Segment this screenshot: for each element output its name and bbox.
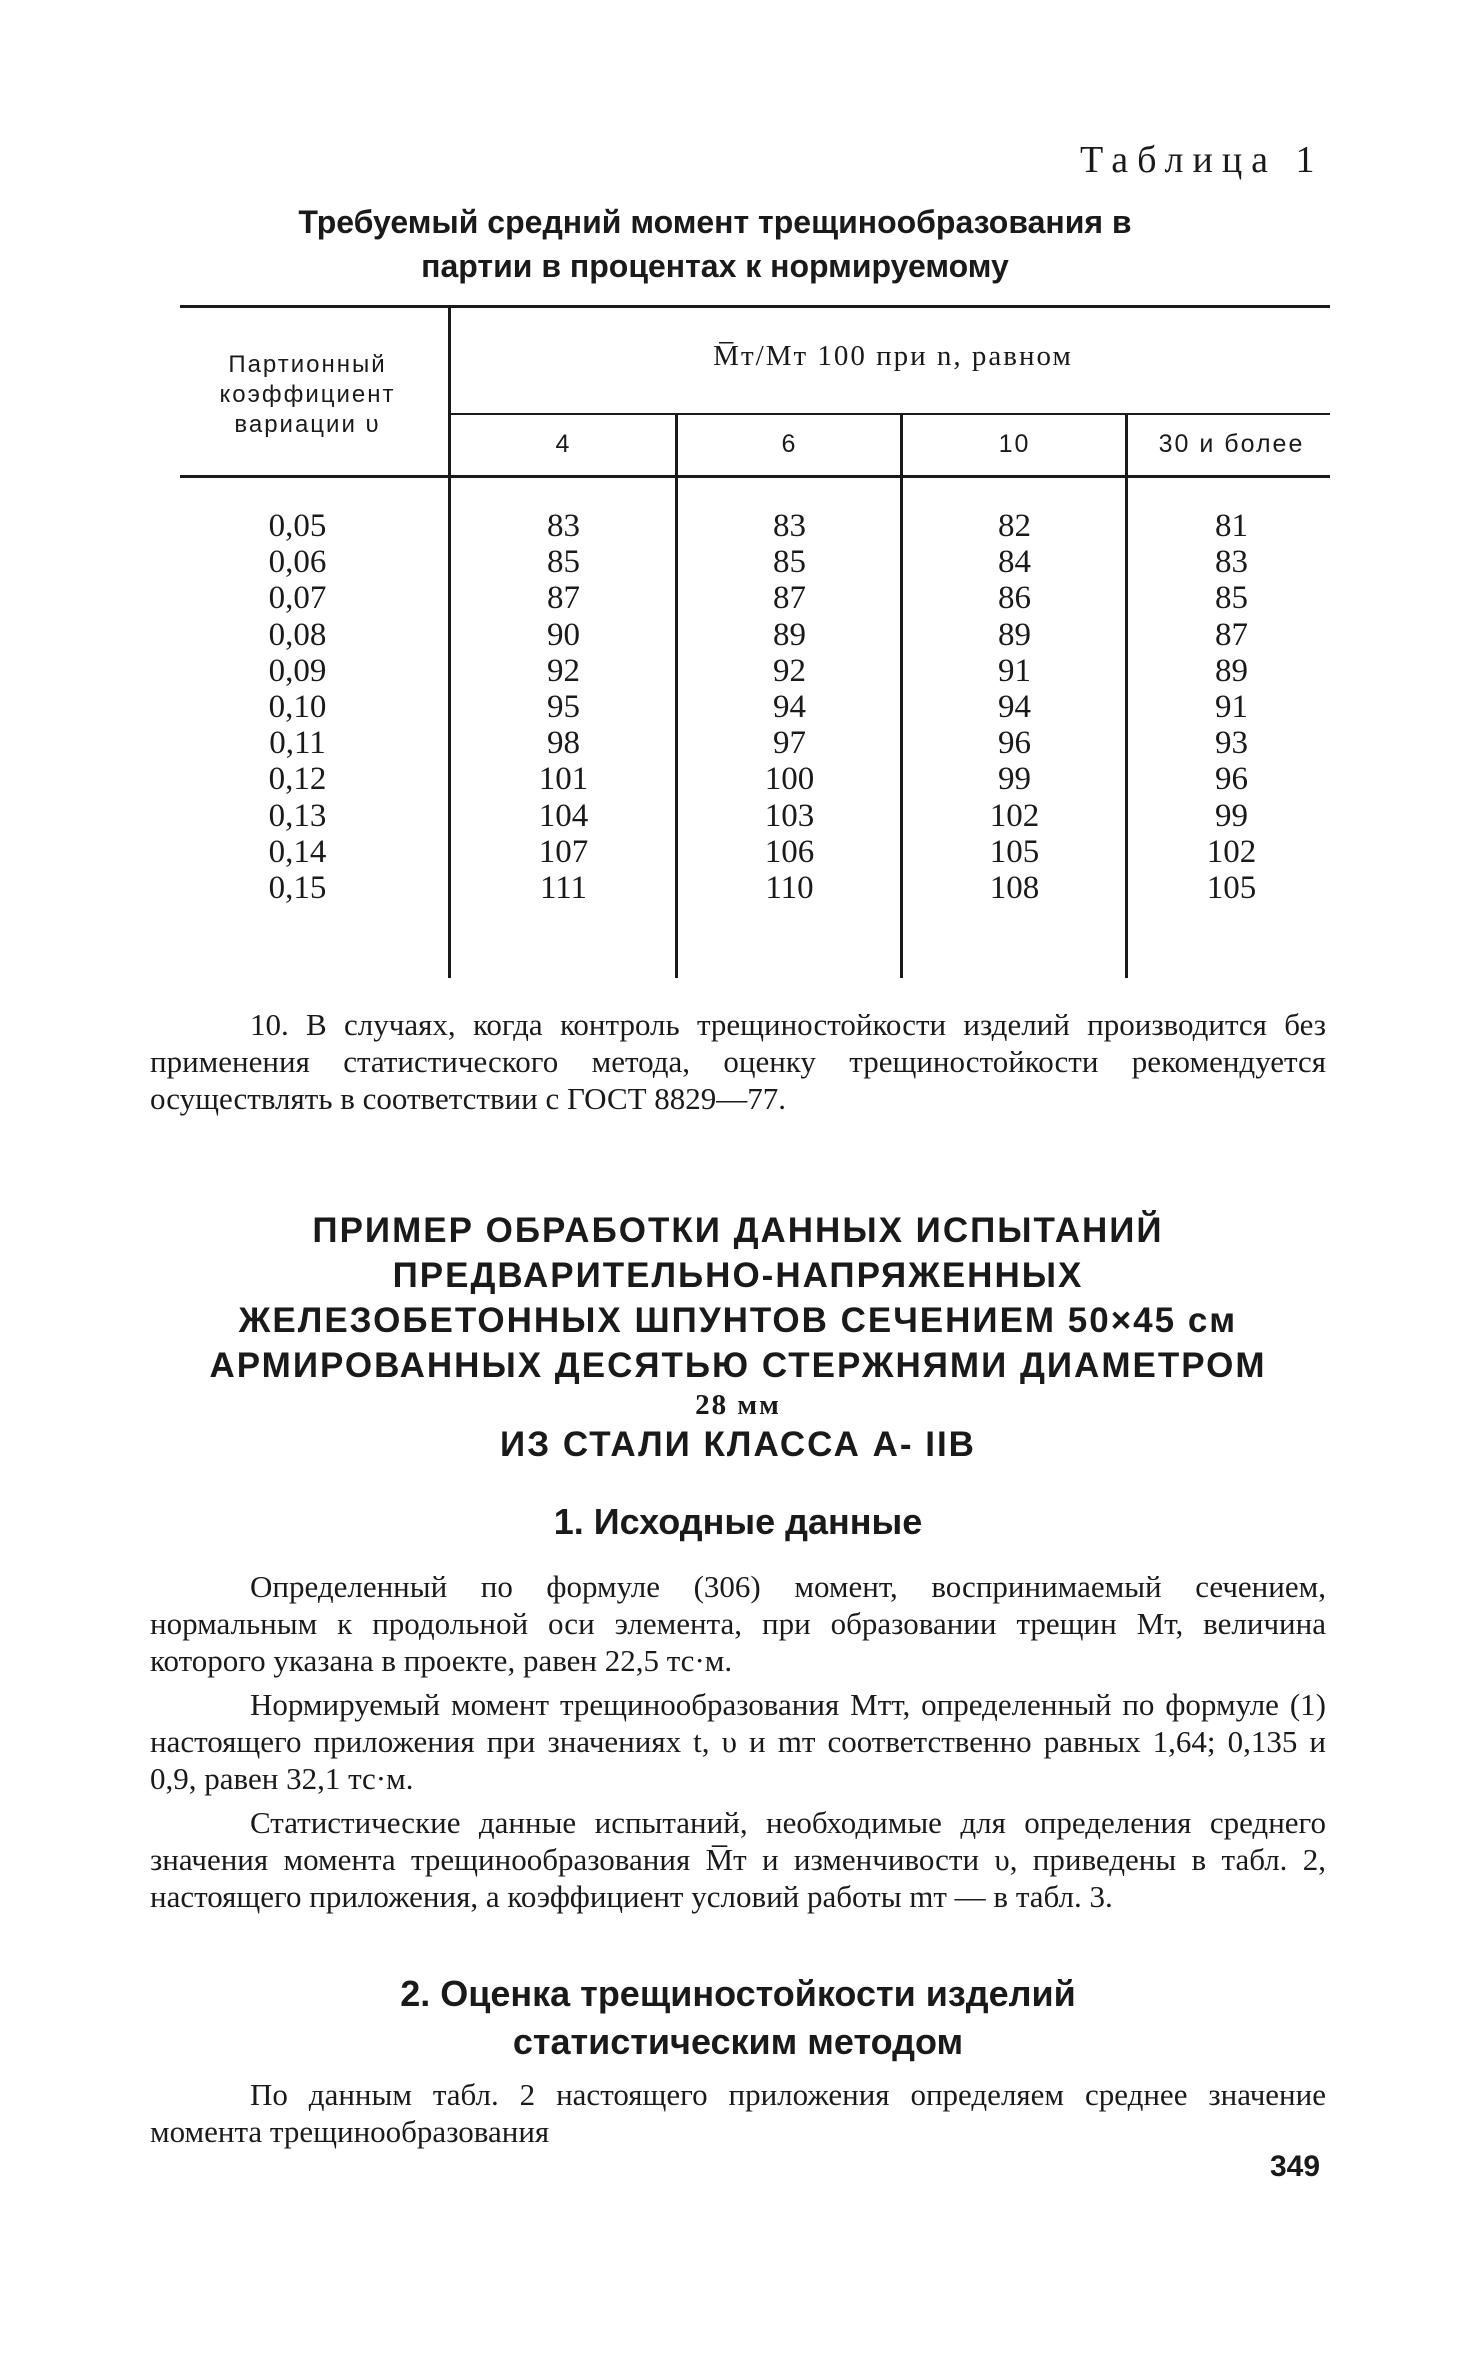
- table-cell-variation: 0,05: [268, 508, 327, 544]
- section-1-paragraph-3: Статистические данные испытаний, необходимые для определения среднего значения момента трещинообразования M̅т и изменчивости υ, приведены в табл. 2, настоящего приложения, а коэффициент условий работы mт — в табл. 3.: [150, 1805, 1326, 1914]
- table-cell-value: 95: [547, 689, 580, 726]
- table-cell-value: 94: [773, 689, 806, 726]
- section-2-paragraph-1: По данным табл. 2 настоящего приложения определяем среднее значение момента трещинообразования: [150, 2077, 1326, 2149]
- table-header-n-30: 30 и более: [1158, 430, 1305, 458]
- example-heading-line-6: ИЗ СТАЛИ КЛАССА А- IIВ: [500, 1425, 976, 1464]
- table-cell-value: 102: [1206, 833, 1257, 870]
- table-cell-value: 104: [538, 797, 589, 834]
- table-cell-value: 105: [1206, 870, 1257, 907]
- table-cell-value: 85: [773, 544, 806, 581]
- table-cell-value: 110: [765, 870, 814, 907]
- table-header-variation: Партионный коэффициент вариации υ: [219, 351, 396, 438]
- table-cell-value: 92: [547, 652, 580, 689]
- table-cell-value: 105: [989, 833, 1040, 870]
- table-cell-value: 101: [538, 761, 589, 798]
- table-cell-value: 82: [998, 508, 1031, 544]
- table-cell-value: 87: [1215, 616, 1248, 653]
- table-cell-value: 87: [547, 580, 580, 617]
- table-cell-value: 97: [773, 725, 806, 762]
- table-cell-value: 86: [998, 580, 1031, 617]
- table-cell-value: 83: [547, 508, 580, 544]
- table-cell-variation: 0,14: [268, 833, 327, 870]
- example-heading: [150, 1208, 1326, 1467]
- table-cell-value: 99: [998, 761, 1031, 798]
- table-header-n-10: 10: [998, 430, 1031, 458]
- table-cell-variation: 0,13: [268, 797, 327, 834]
- section-2-heading-line-1: 2. Оценка трещиностойкости изделий: [400, 1973, 1076, 2014]
- table-header-ratio: M̅т/Mт 100 при n, равном: [713, 340, 1073, 372]
- example-heading-line-3: ЖЕЛЕЗОБЕТОННЫХ ШПУНТОВ СЕЧЕНИЕМ 50×45 см: [238, 1301, 1238, 1340]
- section-2-heading-line-2: статистическим методом: [512, 2021, 964, 2062]
- table-cell-value: 99: [1215, 797, 1248, 834]
- example-heading-line-2: ПРЕДВАРИТЕЛЬНО-НАПРЯЖЕННЫХ: [392, 1256, 1084, 1295]
- table-cell-value: 102: [989, 797, 1040, 834]
- table-cell-value: 87: [773, 580, 806, 617]
- table-cell-value: 108: [989, 870, 1040, 907]
- table-cell-value: 89: [773, 616, 806, 653]
- table-cell-variation: 0,08: [268, 616, 327, 653]
- table-column-n10: [904, 508, 1125, 906]
- table-column-n30: [1129, 508, 1334, 906]
- table-cell-value: 100: [764, 761, 815, 798]
- table-cell-value: 107: [538, 833, 589, 870]
- table-header-bottom-rule: [180, 475, 1330, 478]
- table-cell-value: 81: [1215, 508, 1248, 544]
- table-cell-value: 85: [1215, 580, 1248, 617]
- page-number: 349: [1270, 2150, 1321, 2183]
- table-cell-value: 96: [998, 725, 1031, 762]
- example-heading-line-1: ПРИМЕР ОБРАБОТКИ ДАННЫХ ИСПЫТАНИЙ: [312, 1211, 1164, 1250]
- table-cell-variation: 0,09: [268, 652, 327, 689]
- example-heading-line-4: АРМИРОВАННЫХ ДЕСЯТЬЮ СТЕРЖНЯМИ ДИАМЕТРОМ: [209, 1346, 1267, 1385]
- table-cell-value: 89: [998, 616, 1031, 653]
- table-col-divider-4: [1125, 415, 1128, 978]
- example-heading-line-5: 28 мм: [695, 1389, 781, 1421]
- table-cell-value: 91: [998, 652, 1031, 689]
- section-1-paragraph-1: Определенный по формуле (306) момент, воспринимаемый сечением, нормальным к продольной оси элемента, при образовании трещин Mт, величина которого указана в проекте, равен 22,5 тс·м.: [150, 1569, 1326, 1678]
- section-1-paragraph-2: Нормируемый момент трещинообразования Mтт, определенный по формуле (1) настоящего приложения при значениях t, υ и mт соответственно равных 1,64; 0,135 и 0,9, равен 32,1 тс·м.: [150, 1687, 1326, 1796]
- table-label: Таблица 1: [1080, 139, 1324, 181]
- table-title: Требуемый средний момент трещинообразования в партии в процентах к нормируемому: [298, 204, 1132, 284]
- table-cell-variation: 0,12: [268, 761, 327, 798]
- table-cell-value: 94: [998, 689, 1031, 726]
- table-cell-value: 106: [764, 833, 815, 870]
- table-cell-value: 91: [1215, 689, 1248, 726]
- table-cell-variation: 0,07: [268, 580, 327, 617]
- section-2-heading: [150, 1970, 1326, 2066]
- table-col-divider-2: [675, 415, 678, 978]
- table-col-divider-1: [448, 308, 451, 978]
- table-column-variation: [180, 508, 415, 906]
- table-cell-value: 98: [547, 725, 580, 762]
- table-cell-variation: 0,10: [268, 689, 327, 726]
- table-cell-value: 89: [1215, 652, 1248, 689]
- table-cell-variation: 0,15: [268, 870, 327, 907]
- table-cell-variation: 0,06: [268, 544, 327, 581]
- table-cell-value: 93: [1215, 725, 1248, 762]
- table-cell-value: 83: [773, 508, 806, 544]
- table-col-divider-3: [900, 415, 903, 978]
- table-top-rule: [180, 305, 1330, 308]
- table-cell-value: 85: [547, 544, 580, 581]
- section-1-heading: 1. Исходные данные: [553, 1501, 923, 1542]
- table-cell-value: 103: [764, 797, 815, 834]
- table-cell-value: 96: [1215, 761, 1248, 798]
- paragraph-10: 10. В случаях, когда контроль трещиностойкости изделий производится без применения статистического метода, оценку трещиностойкости рекомендуется осуществлять в соответствии с ГОСТ 8829—77.: [150, 1007, 1326, 1116]
- table-header-n-6: 6: [781, 430, 798, 458]
- table-cell-variation: 0,11: [269, 725, 326, 762]
- table-cell-value: 84: [998, 544, 1031, 581]
- table-cell-value: 90: [547, 616, 580, 653]
- table-cell-value: 83: [1215, 544, 1248, 581]
- table-header-mid-rule: [450, 413, 1330, 415]
- table-column-n6: [679, 508, 900, 906]
- table-cell-value: 92: [773, 652, 806, 689]
- table-column-n4: [452, 508, 675, 906]
- table-cell-value: 111: [539, 870, 588, 907]
- table-header-n-4: 4: [555, 430, 572, 458]
